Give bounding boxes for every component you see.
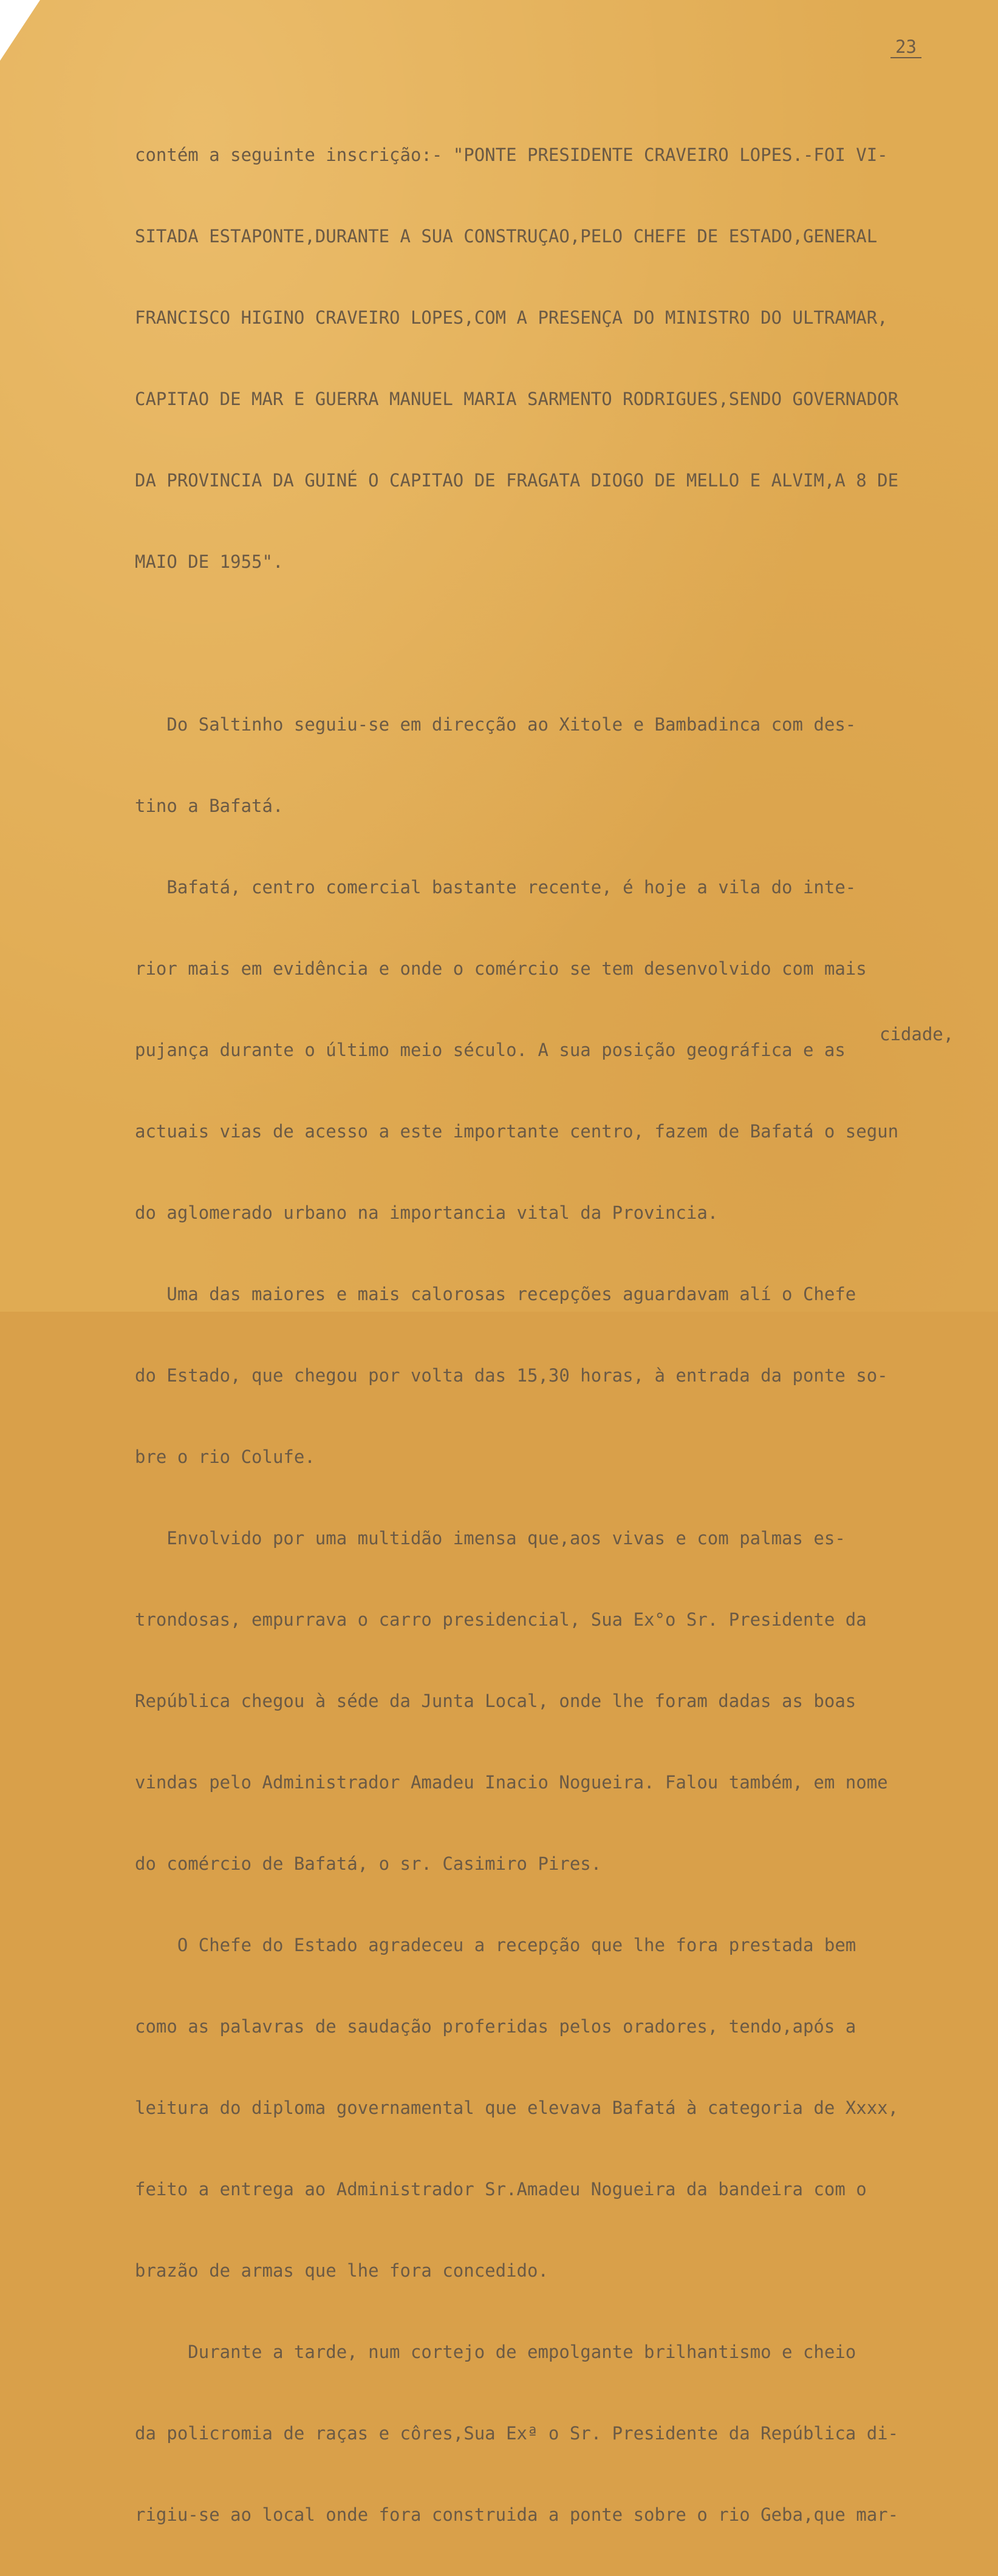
text-line: Durante a tarde, num cortejo de empolgante brilhantismo e cheio xyxy=(135,2342,856,2362)
text-line: rigiu-se ao local onde fora construida a ponte sobre o rio Geba,que mar- xyxy=(135,2504,899,2525)
interlinear-correction: cidade, xyxy=(880,1024,954,1044)
text-line: trondosas, empurrava o carro presidencial, Sua Ex°o Sr. Presidente da xyxy=(135,1609,867,1630)
text-line: SITADA ESTAPONTE,DURANTE A SUA CONSTRUÇAO,PELO CHEFE DE ESTADO,GENERAL xyxy=(135,226,878,247)
text-line: vindas pelo Administrador Amadeu Inacio Nogueira. Falou também, em nome xyxy=(135,1772,888,1793)
text-line: rior mais em evidência e onde o comércio se tem desenvolvido com mais xyxy=(135,958,867,979)
text-line: brazão de armas que lhe fora concedido. xyxy=(135,2260,549,2281)
text-line: tino a Bafatá. xyxy=(135,796,284,816)
text-line: do Estado, que chegou por volta das 15,30 horas, à entrada da ponte so- xyxy=(135,1365,888,1386)
text-line: bre o rio Colufe. xyxy=(135,1446,315,1467)
typed-text-body xyxy=(135,94,985,2576)
text-line: Bafatá, centro comercial bastante recente, é hoje a vila do inte- xyxy=(135,877,856,898)
folded-corner xyxy=(0,0,40,61)
text-line: contém a seguinte inscrição:- "PONTE PRESIDENTE CRAVEIRO LOPES.-FOI VI- xyxy=(135,145,888,165)
text-line: actuais vias de acesso a este importante centro, fazem de Bafatá o segun xyxy=(135,1121,899,1142)
text-line: pujança durante o último meio século. A sua posição geográfica e as xyxy=(135,1040,846,1060)
text-line: Uma das maiores e mais calorosas recepções aguardavam alí o Chefe xyxy=(135,1284,856,1304)
text-line: MAIO DE 1955". xyxy=(135,551,284,572)
text-line: do aglomerado urbano na importancia vital da Provincia. xyxy=(135,1202,719,1223)
text-line: da policromia de raças e côres,Sua Exª o Sr. Presidente da República di- xyxy=(135,2423,899,2444)
text-line: do comércio de Bafatá, o sr. Casimiro Pires. xyxy=(135,1853,602,1874)
text-line: leitura do diploma governamental que elevava Bafatá à categoria de Xxxx, xyxy=(135,2097,899,2118)
text-line: Envolvido por uma multidão imensa que,aos vivas e com palmas es- xyxy=(135,1528,846,1549)
text-line: CAPITAO DE MAR E GUERRA MANUEL MARIA SARMENTO RODRIGUES,SENDO GOVERNADOR xyxy=(135,389,899,409)
text-line xyxy=(135,623,985,663)
text-line: Do Saltinho seguiu-se em direcção ao Xitole e Bambadinca com des- xyxy=(135,714,856,735)
text-line: FRANCISCO HIGINO CRAVEIRO LOPES,COM A PRESENÇA DO MINISTRO DO ULTRAMAR, xyxy=(135,307,888,328)
text-line: DA PROVINCIA DA GUINÉ O CAPITAO DE FRAGATA DIOGO DE MELLO E ALVIM,A 8 DE xyxy=(135,470,899,491)
text-line: República chegou à séde da Junta Local, onde lhe foram dadas as boas xyxy=(135,1691,856,1711)
text-line: feito a entrega ao Administrador Sr.Amadeu Nogueira da bandeira com o xyxy=(135,2179,867,2199)
text-line: como as palavras de saudação proferidas pelos oradores, tendo,após a xyxy=(135,2016,856,2037)
page-number: 23 xyxy=(890,38,921,58)
text-line: O Chefe do Estado agradeceu a recepção que lhe fora prestada bem xyxy=(135,1935,856,1955)
